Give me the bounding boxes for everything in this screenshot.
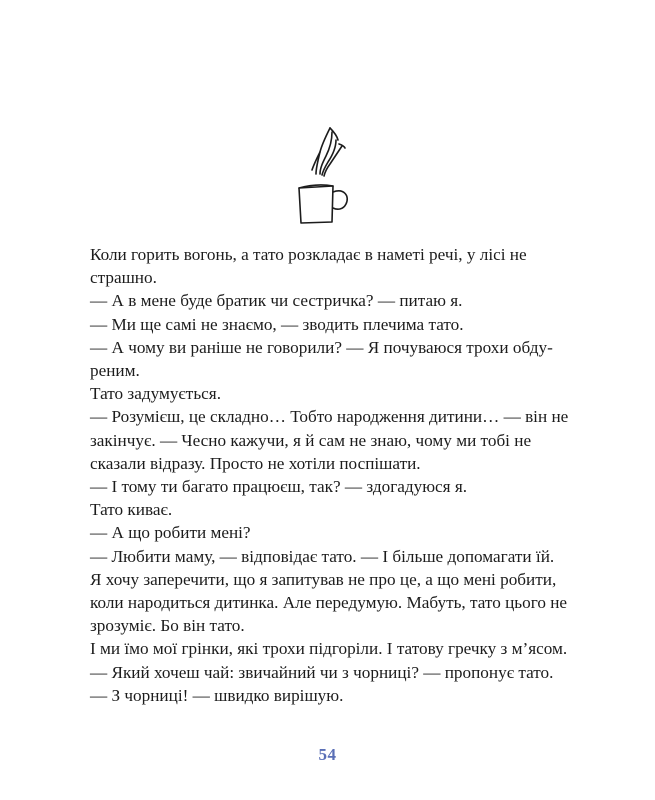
paragraph: — А що робити мені? xyxy=(90,523,251,543)
paragraph: Тато задумується. xyxy=(90,384,221,404)
paragraph: — А чому ви раніше не говорили? — Я почуваюся трохи обдуреним. xyxy=(90,337,553,381)
paragraph: — Розумієш, це складно… Тобто народження дитини… — він не закінчує. — Чесно кажучи, я й сам не знаю, чому ми тобі не сказали відразу. Просто не хотіли поспішати. xyxy=(90,407,569,473)
paragraph: — Любити маму, — відповідає тато. — І більше допомагати їй. xyxy=(90,546,555,566)
paragraph: — Ми ще самі не знаємо, — зводить плечима тато. xyxy=(90,314,464,334)
story-text xyxy=(90,243,576,707)
steaming-mug-icon xyxy=(292,118,356,230)
paragraph: — І тому ти багато працюєш, так? — здогадуюся я. xyxy=(90,477,468,497)
paragraph: І ми їмо мої грінки, які трохи підгоріли. І татову гречку з м’ясом. xyxy=(90,639,568,659)
paragraph: Коли горить вогонь, а тато розкладає в наметі речі, у лісі не страшно. xyxy=(90,245,527,288)
paragraph: — А в мене буде братик чи сестричка? — питаю я. xyxy=(90,291,463,311)
paragraph: Тато киває. xyxy=(90,500,173,520)
paragraph: Я хочу заперечити, що я запитував не про це, а що мені робити, коли народиться дитинка. Але передумую. Мабуть, тато цього не зрозуміє. Бо він тато. xyxy=(90,569,568,636)
page-number: 54 xyxy=(318,745,337,764)
paragraph: — Який хочеш чай: звичайний чи з чорниці? — пропонує тато. xyxy=(90,662,554,682)
paragraph: — З чорниці! — швидко вирішую. xyxy=(90,685,344,705)
